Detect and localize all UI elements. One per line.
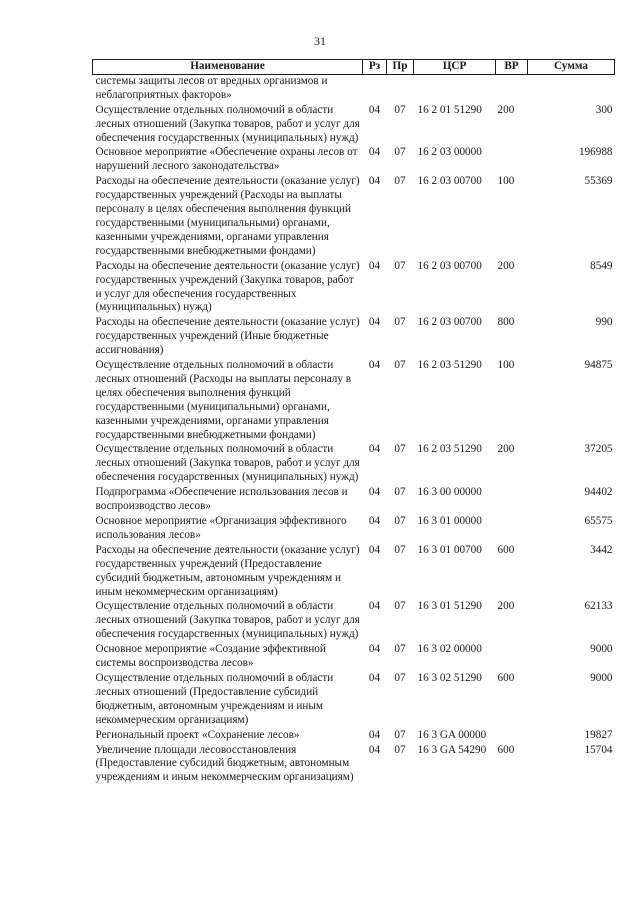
cell-rz: 04 [368,671,381,684]
cell-sum: 300 [595,103,613,116]
cell-sum: 990 [595,316,613,329]
header-pr: Пр [387,60,414,75]
page-number: 31 [314,34,326,48]
budget-table [92,59,615,786]
cell-pr: 07 [394,146,406,159]
table-row [93,672,615,729]
table-row [93,486,615,515]
table-row [93,74,615,103]
cell-sum: 9000 [590,643,613,656]
cell-sum: 65575 [584,515,613,527]
cell-pr [387,74,414,103]
cell-sum: 62133 [584,600,613,613]
cell-sum: 8549 [590,259,613,272]
cell-name: Осуществление отдельных полномочий в области лесных отношений (Закупка товаров, работ и услуг для обеспечения государственных (муниципальных) нужд) [95,103,360,144]
cell-pr: 07 [394,671,406,684]
cell-pr: 07 [394,643,406,656]
cell-sum: 94402 [584,486,613,499]
cell-sum [528,74,615,103]
cell-name: Осуществление отдельных полномочий в области лесных отношений (Предоставление субсидий бюджетным, автономным учреждениям и иным некоммерческим организациям) [95,671,334,726]
cell-rz: 04 [368,643,381,656]
cell-csr: 16 2 03 00700 [417,316,482,329]
cell-name: Региональный проект «Сохранение лесов» [95,728,300,741]
cell-rz: 04 [368,543,381,556]
cell-rz: 04 [368,259,381,272]
cell-sum: 94875 [584,359,613,372]
cell-vr: 200 [497,259,515,272]
cell-vr: 200 [497,600,515,613]
cell-rz: 04 [368,175,381,188]
cell-rz: 04 [368,103,381,116]
cell-vr: 600 [497,743,515,756]
cell-name: Увеличение площади лесовосстановления (Предоставление субсидий бюджетным, автономным учреждениям и иным некоммерческим организациям) [95,743,354,784]
cell-name: Подпрограмма «Обеспечение использования лесов и воспроизводство лесов» [95,486,348,513]
cell-pr: 07 [394,743,406,756]
cell-csr [414,74,496,103]
header-name: Наименование [93,60,363,75]
cell-rz: 04 [368,146,381,159]
table-row [93,544,615,601]
cell-csr: 16 2 03 00700 [417,259,482,272]
cell-pr: 07 [394,259,406,272]
cell-sum: 196988 [578,146,613,159]
table-row [93,316,615,359]
cell-csr: 16 3 GA 00000 [417,728,487,741]
cell-pr: 07 [394,515,406,527]
cell-rz: 04 [368,600,381,613]
cell-pr: 07 [394,543,406,556]
table-row [93,515,615,544]
cell-rz [363,74,387,103]
cell-csr: 16 3 01 00700 [417,543,482,556]
cell-name: Основное мероприятие «Организация эффективного использования лесов» [95,515,347,541]
cell-csr: 16 2 03 00000 [417,146,482,159]
cell-pr: 07 [394,103,406,116]
cell-vr [496,515,528,544]
cell-csr: 16 3 02 00000 [417,643,482,656]
table-row [93,260,615,317]
table-row [93,729,615,744]
table-row [93,104,615,147]
cell-vr: 800 [497,316,515,329]
cell-name: Осуществление отдельных полномочий в области лесных отношений (Расходы на выплаты персоналу в целях обеспечения выполнения функций государственными (муниципальными) органами, казенными учреждениями, органами управления государственными внебюджетными фондами) [95,359,352,441]
cell-sum: 37205 [584,443,613,456]
cell-csr: 16 2 03 51290 [417,443,482,456]
cell-rz: 04 [368,443,381,456]
cell-name: Расходы на обеспечение деятельности (оказание услуг) государственных учреждений (Расходы на выплаты персоналу в целях обеспечения выполнения функций государственными (муниципальными) органами, казенными учреждениями, органами управления государственными внебюджетными фондами) [95,175,360,257]
cell-vr [496,74,528,103]
table-row [93,175,615,259]
cell-rz: 04 [368,486,381,499]
budget-table-container [92,59,614,786]
cell-vr: 100 [497,359,515,372]
cell-name: Основное мероприятие «Создание эффективной системы воспроизводства лесов» [95,643,326,670]
cell-csr: 16 3 02 51290 [417,671,482,684]
cell-name: Расходы на обеспечение деятельности (оказание услуг) государственных учреждений (Предоставление субсидий бюджетным, автономным учреждениям и иным некоммерческим организациям) [95,543,360,598]
cell-name: системы защиты лесов от вредных организмов и неблагоприятных факторов» [95,74,328,101]
cell-vr [496,486,528,515]
cell-rz: 04 [368,316,381,329]
header-row [93,60,615,75]
cell-name: Осуществление отдельных полномочий в области лесных отношений (Закупка товаров, работ и услуг для обеспечения государственных (муниципальных) нужд) [95,600,360,641]
cell-sum: 3442 [590,543,613,556]
cell-vr: 200 [497,443,515,456]
table-row [93,744,615,787]
cell-rz: 04 [368,728,381,741]
table-body [93,74,615,786]
cell-csr: 16 2 03 00700 [417,175,482,188]
cell-rz: 04 [368,743,381,756]
cell-vr [496,729,528,744]
cell-sum: 9000 [590,671,613,684]
header-sum: Сумма [528,60,615,75]
cell-name: Осуществление отдельных полномочий в области лесных отношений (Закупка товаров, работ и услуг для обеспечения государственных (муниципальных) нужд) [95,443,360,484]
cell-vr [496,643,528,672]
header-vr: ВР [496,60,528,75]
cell-pr: 07 [394,316,406,329]
cell-rz: 04 [368,515,381,527]
cell-rz: 04 [368,359,381,372]
cell-vr: 100 [497,175,515,188]
cell-csr: 16 2 03 51290 [417,359,482,372]
cell-sum: 19827 [584,728,613,741]
cell-csr: 16 3 GA 54290 [417,743,487,756]
cell-name: Расходы на обеспечение деятельности (оказание услуг) государственных учреждений (Иные бюджетные ассигнования) [95,316,360,357]
header-csr: ЦСР [414,60,496,75]
cell-pr: 07 [394,486,406,499]
cell-vr [496,146,528,175]
table-row [93,359,615,443]
cell-pr: 07 [394,175,406,188]
table-row [93,600,615,643]
cell-csr: 16 2 01 51290 [417,103,482,116]
cell-pr: 07 [394,359,406,372]
cell-csr: 16 3 01 00000 [417,515,482,527]
table-row [93,443,615,486]
cell-vr: 600 [497,671,515,684]
cell-pr: 07 [394,600,406,613]
cell-pr: 07 [394,443,406,456]
table-header [93,60,615,75]
header-rz: Рз [363,60,387,75]
table-row [93,643,615,672]
cell-sum: 55369 [584,175,613,188]
table-row [93,146,615,175]
cell-sum: 15704 [584,743,613,756]
cell-vr: 200 [497,103,515,116]
cell-vr: 600 [497,543,515,556]
cell-csr: 16 3 00 00000 [417,486,482,499]
cell-name: Основное мероприятие «Обеспечение охраны лесов от нарушений лесного законодательства» [95,146,358,173]
cell-name: Расходы на обеспечение деятельности (оказание услуг) государственных учреждений (Закупка товаров, работ и услуг для обеспечения государственных (муниципальных) нужд) [95,259,360,314]
cell-pr: 07 [394,728,406,741]
cell-csr: 16 3 01 51290 [417,600,482,613]
